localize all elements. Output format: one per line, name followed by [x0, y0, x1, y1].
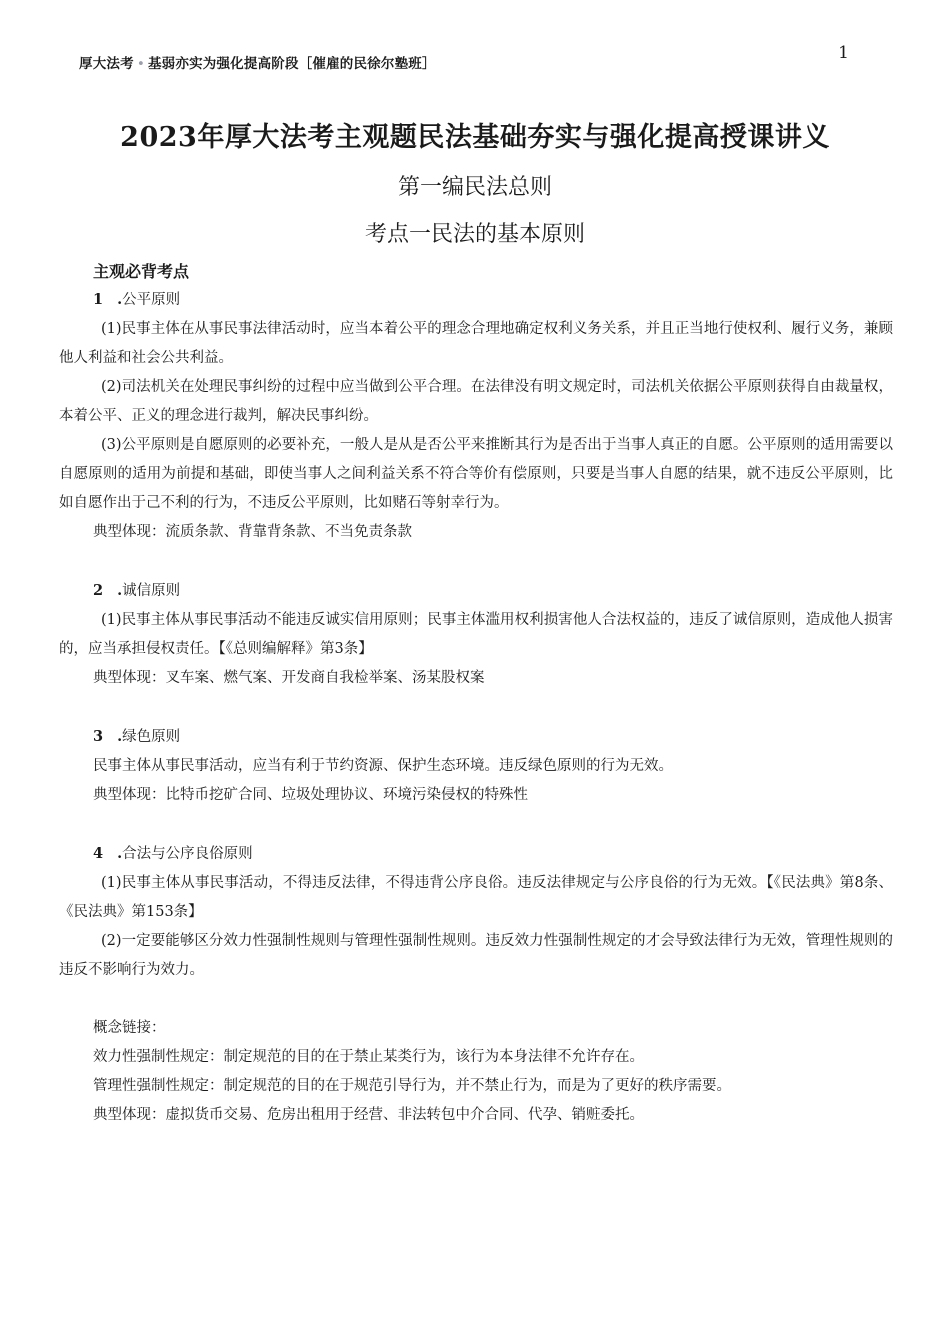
item-number: 3 [93, 728, 104, 745]
header-brand: 厚大法考 [79, 56, 134, 72]
item-heading: 2 .诚信原则 [93, 582, 181, 599]
item-heading: 3 .绿色原则 [93, 728, 181, 745]
typical-examples: 典型体现：比特币挖矿合同、垃圾处理协议、环境污染侵权的特殊性 [93, 787, 528, 803]
item-title: 合法与公序良俗原则 [122, 846, 253, 862]
typical-examples: 典型体现：流质条款、背靠背条款、不当免责条款 [93, 524, 412, 540]
item-heading: 1 .公平原则 [93, 291, 181, 308]
concept-links-label: 概念链接： [93, 1020, 166, 1036]
section-heading: 主观必背考点 [93, 262, 190, 281]
paragraph: 民事主体从事民事活动，应当有利于节约资源、保护生态环境。违反绿色原则的行为无效。 [93, 758, 673, 774]
paragraph: (1)民事主体在从事民事法律活动时，应当本着公平的理念合理地确定权利义务关系，并且正当地行使权利、履行义务，兼顾他人利益和社会公共利益。 [59, 321, 893, 366]
paragraph: (1)民事主体从事民事活动，不得违反法律，不得违背公序良俗。违反法律规定与公序良俗的行为无效。【《民法典》第8条、《民法典》第153条】 [59, 875, 893, 920]
document-title: 2023年厚大法考主观题民法基础夯实与强化提高授课讲义 [120, 122, 830, 153]
item-number: 2 [93, 582, 104, 599]
item-title: 绿色原则 [122, 729, 181, 745]
item-title: 诚信原则 [122, 583, 181, 599]
paragraph: (2)司法机关在处理民事纠纷的过程中应当做到公平合理。在法律没有明文规定时，司法机关依据公平原则获得自由裁量权，本着公平、正义的理念进行裁判，解决民事纠纷。 [59, 379, 893, 424]
document-body [59, 285, 893, 1130]
item-title: 公平原则 [122, 292, 181, 308]
concept-link-line: 管理性强制性规定：制定规范的目的在于规范引导行为，并不禁止行为，而是为了更好的秩序需要。 [93, 1078, 731, 1094]
paragraph: (2)一定要能够区分效力性强制性规则与管理性强制性规则。违反效力性强制性规定的才会导致法律行为无效，管理性规则的违反不影响行为效力。 [59, 933, 893, 978]
header-separator: • [136, 56, 145, 72]
part-title: 第一编民法总则 [397, 175, 552, 200]
item-heading: 4 .合法与公序良俗原则 [93, 845, 253, 862]
running-header [79, 52, 436, 72]
paragraph: (1)民事主体从事民事活动不能违反诚实信用原则；民事主体滥用权利损害他人合法权益的，违反了诚信原则，造成他人损害的，应当承担侵权责任。【《总则编解释》第3条】 [59, 612, 893, 657]
typical-examples: 典型体现：叉车案、燃气案、开发商自我检举案、汤某股权案 [93, 670, 485, 686]
concept-link-line: 效力性强制性规定：制定规范的目的在于禁止某类行为，该行为本身法律不允许存在。 [93, 1049, 644, 1065]
header-course: 基弱亦实为强化提高阶段［催雇的民徐尔塾班］ [147, 56, 436, 72]
item-number: 4 [93, 845, 104, 862]
concept-link-line: 典型体现：虚拟货币交易、危房出租用于经营、非法转包中介合同、代孕、销赃委托。 [93, 1107, 644, 1123]
paragraph: (3)公平原则是自愿原则的必要补充，一般人是从是否公平来推断其行为是否出于当事人真正的自愿。公平原则的适用需要以自愿原则的适用为前提和基础，即使当事人之间利益关系不符合等价有偿原则，只要是当事人自愿的结果，就不违反公平原则，比如自愿作出于己不利的行为，不违反公平原则，比如赌石等射幸行为。 [59, 437, 893, 511]
page-number: 1 [838, 43, 849, 63]
topic-title: 考点一民法的基本原则 [364, 222, 585, 247]
item-number: 1 [93, 291, 104, 308]
